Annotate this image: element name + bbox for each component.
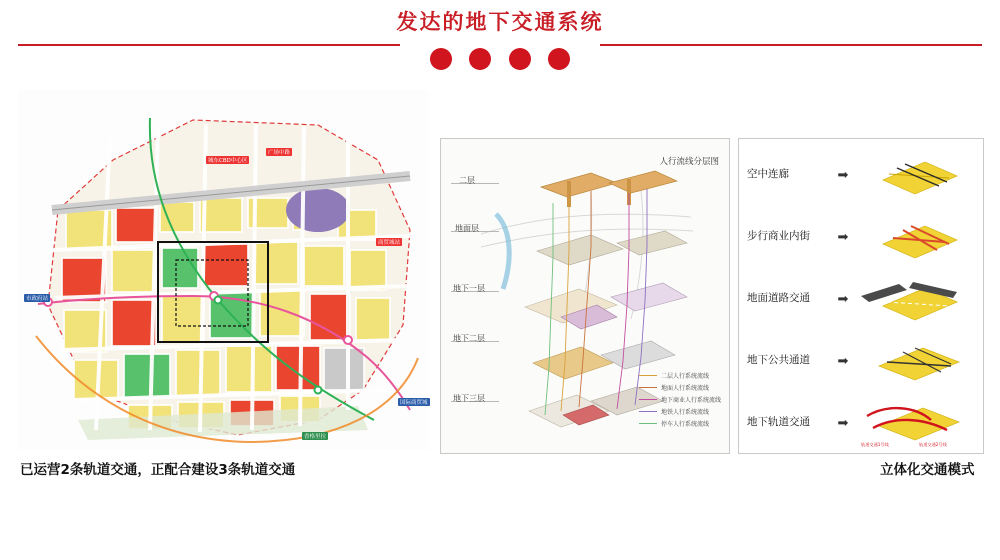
legend-swatch-icon bbox=[639, 387, 657, 388]
layer-label-ground: 地面层 bbox=[455, 224, 479, 233]
map-label-shangri-la: 香格里拉 bbox=[304, 434, 327, 440]
transport-modes-panel bbox=[738, 138, 984, 454]
legend-item-0 bbox=[639, 371, 721, 380]
legend-label: 地面人行系统流线 bbox=[660, 385, 709, 392]
page-header bbox=[0, 0, 1000, 82]
underground-rail-thumb bbox=[853, 394, 971, 450]
mode-row-surface-road bbox=[739, 267, 983, 329]
mode-row-pedestrian-street bbox=[739, 205, 983, 267]
surface-road-thumb bbox=[853, 270, 971, 326]
mode-label-sky-corridor: 空中连廊 bbox=[747, 167, 789, 180]
map-label-mall-station: 商贸城站 bbox=[378, 240, 401, 246]
legend-label: 地下商业人行系统流线 bbox=[660, 397, 721, 404]
header-dots bbox=[430, 48, 570, 70]
layer-label-b2: 地下二层 bbox=[453, 334, 485, 343]
legend-swatch-icon bbox=[639, 399, 657, 400]
pedestrian-street-thumb bbox=[853, 208, 971, 264]
arrow-right-icon: ➡ bbox=[837, 290, 849, 306]
arrow-right-icon: ➡ bbox=[837, 228, 849, 244]
header-dot-2 bbox=[469, 48, 491, 70]
legend-item-3 bbox=[639, 407, 721, 416]
header-dot-1 bbox=[430, 48, 452, 70]
map-caption: 已运营2条轨道交通，正配合建设3条轨道交通 bbox=[20, 462, 296, 478]
land-use-map bbox=[18, 90, 428, 450]
header-dot-3 bbox=[509, 48, 531, 70]
mode-label-pedestrian-street: 步行商业内街 bbox=[747, 229, 810, 242]
layer-label-b3: 地下三层 bbox=[453, 394, 485, 403]
legend-swatch-icon bbox=[639, 423, 657, 424]
pedestrian-layer-diagram bbox=[440, 138, 730, 454]
map-label-government-station: 市政府站 bbox=[26, 296, 49, 302]
header-rule-left bbox=[18, 44, 400, 46]
mode-label-underground-rail: 地下轨道交通 bbox=[747, 415, 810, 428]
map-label-intl-mall: 国际商贸城 bbox=[400, 400, 428, 406]
mode-label-underground-passage: 地下公共通道 bbox=[747, 353, 810, 366]
underground-passage-thumb bbox=[853, 332, 971, 388]
legend-swatch-icon bbox=[639, 411, 657, 412]
map-graphic bbox=[18, 90, 428, 450]
legend-item-4 bbox=[639, 419, 721, 428]
rail-note-2: 轨道交通2号线 bbox=[919, 442, 947, 447]
modes-caption: 立体化交通模式 bbox=[880, 462, 975, 478]
mode-row-underground-passage bbox=[739, 329, 983, 391]
diagram-title: 人行流线分层图 bbox=[659, 157, 719, 167]
legend-item-1 bbox=[639, 383, 721, 392]
diagram-legend bbox=[639, 371, 721, 431]
layer-label-b1: 地下一层 bbox=[453, 284, 485, 293]
header-dot-4 bbox=[548, 48, 570, 70]
legend-label: 停车人行系统流线 bbox=[660, 421, 709, 428]
legend-label: 二层人行系统流线 bbox=[660, 373, 709, 380]
page-title: 发达的地下交通系统 bbox=[396, 10, 604, 34]
mode-row-sky-corridor bbox=[739, 143, 983, 205]
legend-label: 地铁人行系统流线 bbox=[660, 409, 709, 416]
mode-row-underground-rail bbox=[739, 391, 983, 453]
map-label-cbd: 城东CBD中心区 bbox=[208, 158, 248, 164]
map-label-square-road: 广场中路 bbox=[268, 150, 291, 156]
legend-item-2 bbox=[639, 395, 721, 404]
arrow-right-icon: ➡ bbox=[837, 414, 849, 430]
sky-corridor-thumb bbox=[853, 146, 971, 202]
rail-note-1: 轨道交通1号线 bbox=[861, 442, 889, 447]
mode-label-surface-road: 地面道路交通 bbox=[747, 291, 810, 304]
layer-label-2f: 二层 bbox=[459, 176, 475, 185]
legend-swatch-icon bbox=[639, 375, 657, 376]
arrow-right-icon: ➡ bbox=[837, 352, 849, 368]
header-rule-right bbox=[600, 44, 982, 46]
arrow-right-icon: ➡ bbox=[837, 166, 849, 182]
